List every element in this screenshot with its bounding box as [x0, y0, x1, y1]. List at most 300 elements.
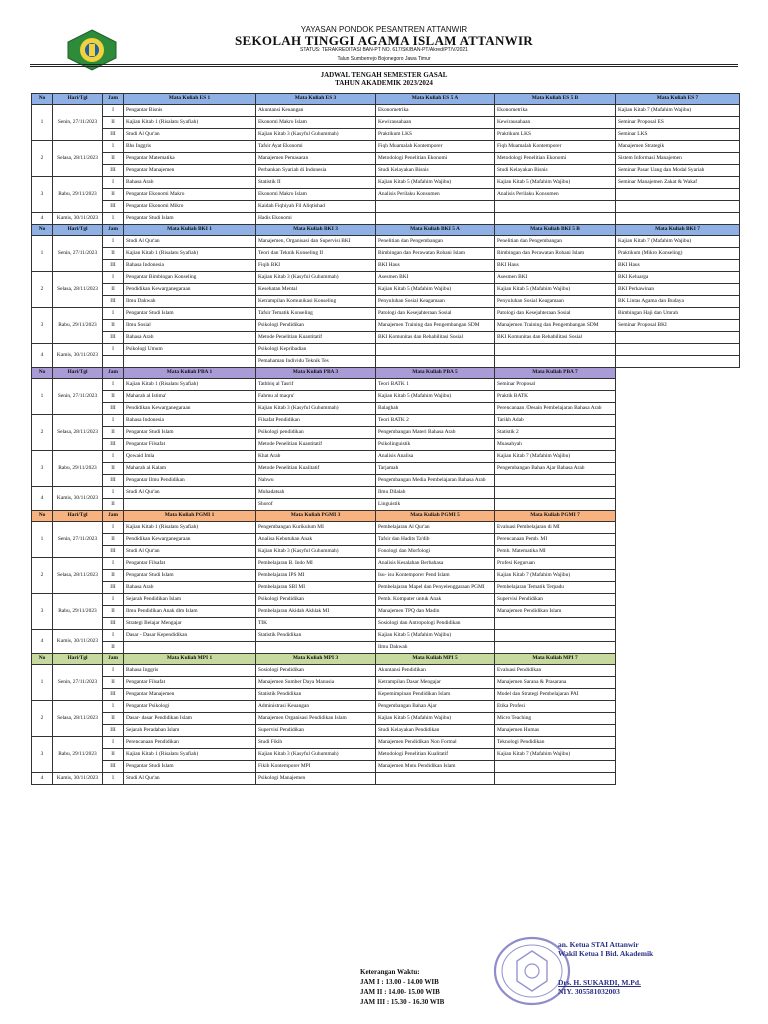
- course-cell: Teori BATK 2: [376, 415, 495, 427]
- course-cell: BKI Haus: [495, 260, 616, 272]
- session-slot: II: [103, 749, 124, 761]
- course-cell: Teori BATK 1: [376, 379, 495, 391]
- course-cell: Qowaid Imla: [124, 451, 256, 463]
- empty-cell: [616, 415, 740, 427]
- course-cell: Pengantar Studi Islam: [124, 308, 256, 320]
- table-row: [32, 320, 740, 332]
- course-cell: Metode Penelitian Kualitatif: [256, 463, 376, 475]
- table-row: [32, 594, 740, 606]
- course-cell: Psikologi Umum: [124, 344, 256, 356]
- course-cell: Kajian Kitab 5 (Mafahim Wajibu): [376, 177, 495, 189]
- mpi-header-row: [32, 654, 740, 665]
- course-cell: Pembelajaran IPS MI: [256, 570, 376, 582]
- academic-year: TAHUN AKADEMIK 2023/2024: [335, 79, 433, 87]
- course-cell: Bhs Inggris: [124, 141, 256, 153]
- time-legend-label: Keterangan Waktu:: [360, 968, 420, 976]
- course-cell: Isu- isu Kontemporer Pend Islam: [376, 570, 495, 582]
- session-slot: III: [103, 403, 124, 415]
- table-row: [32, 141, 740, 153]
- course-cell: Bimbingan dan Perawatan Rohani Islam: [495, 248, 616, 260]
- empty-cell: [616, 379, 740, 391]
- course-cell: Kaidah Fiqhiyah Fil Aliqtishad: [256, 201, 376, 213]
- course-cell: Model dan Strategi Pembelajaran PAI: [495, 689, 616, 701]
- empty-cell: [616, 487, 740, 499]
- course-cell: Seminar Proposal ES: [616, 117, 740, 129]
- course-cell: Pembelajaran Al Qur'an: [376, 522, 495, 534]
- course-cell: BKI Haus: [376, 260, 495, 272]
- table-row: [32, 677, 740, 689]
- table-row: [32, 344, 740, 356]
- pgmi-header-cell: Mata Kuliah PGMI 7: [495, 511, 616, 522]
- course-cell: Kajian Kitab 3 (Kasyful Guhummah): [256, 129, 376, 141]
- course-cell: Seminar Proposal BKI: [616, 320, 740, 332]
- course-cell: Fiqh Muamalah Kontemporer: [376, 141, 495, 153]
- bki-header-cell: Mata Kuliah BKI 5 A: [376, 225, 495, 236]
- course-cell: Supervisi Pendidikan: [495, 594, 616, 606]
- empty-cell: [616, 534, 740, 546]
- course-cell: Ekonometrika: [376, 105, 495, 117]
- course-cell: Ilmu Sosial: [124, 320, 256, 332]
- bs-header-row: [32, 94, 740, 105]
- course-cell: [495, 630, 616, 642]
- course-cell: Praktik BATK: [495, 391, 616, 403]
- course-cell: Hadis Ekonomi: [256, 213, 376, 225]
- table-row: [32, 773, 740, 785]
- bki-header-row: [32, 225, 740, 236]
- course-cell: Kesehatan Mental: [256, 284, 376, 296]
- empty-cell: [616, 749, 740, 761]
- course-cell: Tafsir dan Hadits Ta'dib: [376, 534, 495, 546]
- course-cell: Kajian Kitab 1 (Risalatu Syafiah): [124, 379, 256, 391]
- course-cell: Studi Kelayakan Pendidikan: [376, 725, 495, 737]
- session-slot: III: [103, 546, 124, 558]
- course-cell: Filsafat Pendidikan: [256, 415, 376, 427]
- course-cell: Teori dan Teknik Konseling II: [256, 248, 376, 260]
- bs-header-cell: Mata Kuliah ES 3: [256, 94, 376, 105]
- course-cell: Kajian Kitab 1 (Risalatu Syafiah): [124, 749, 256, 761]
- day-number: 4: [32, 213, 53, 225]
- pba-header-row: [32, 368, 740, 379]
- session-slot: I: [103, 141, 124, 153]
- course-cell: Sosiologi dan Antropologi Pendidikan: [376, 618, 495, 630]
- empty-cell: [616, 558, 740, 570]
- course-cell: [124, 499, 256, 511]
- course-cell: Kajian Kitab 3 (Kasyful Guhummah): [256, 546, 376, 558]
- course-cell: Studi Kelayakan Bisnis: [376, 165, 495, 177]
- day-date: Kamis, 30/11/2023: [53, 773, 103, 785]
- course-cell: Manajemen Organisasi Pendidikan Islam: [256, 713, 376, 725]
- course-cell: Nahwu: [256, 475, 376, 487]
- course-cell: [495, 344, 616, 356]
- signature-line-1: an. Ketua STAI Attanwir: [558, 940, 639, 949]
- session-slot: III: [103, 129, 124, 141]
- day-date: Selasa, 28/11/2023: [53, 701, 103, 737]
- day-date: Selasa, 28/11/2023: [53, 558, 103, 594]
- table-row: [32, 129, 740, 141]
- course-cell: Praktikum (Mikro Konseling): [616, 248, 740, 260]
- course-cell: Perencanaan /Desain Pembelajaran Bahasa Arab: [495, 403, 616, 415]
- course-cell: Pengantar Manajemen: [124, 165, 256, 177]
- time-slot-2: JAM II : 14.00- 15.00 WIB: [360, 988, 440, 996]
- course-cell: Bimbingan dan Perawatan Rohani Islam: [376, 248, 495, 260]
- course-cell: [124, 642, 256, 654]
- session-slot: I: [103, 213, 124, 225]
- course-cell: Manajemen Humas: [495, 725, 616, 737]
- course-cell: Metode Penelitian Kuantitatif: [256, 332, 376, 344]
- course-cell: Seminar Manajemen Zakat & Wakaf: [616, 177, 740, 189]
- session-slot: I: [103, 594, 124, 606]
- course-cell: Tarikh Adab: [495, 415, 616, 427]
- table-row: [32, 522, 740, 534]
- session-slot: II: [103, 642, 124, 654]
- session-slot: II: [103, 320, 124, 332]
- table-row: [32, 177, 740, 189]
- course-cell: Bahasa Arab: [124, 177, 256, 189]
- course-cell: [256, 642, 376, 654]
- session-slot: II: [103, 677, 124, 689]
- course-cell: [616, 344, 740, 356]
- course-cell: Balaghah: [376, 403, 495, 415]
- table-row: [32, 201, 740, 213]
- course-cell: Kajian Kitab 7 (Mafahim Wajibu): [616, 105, 740, 117]
- pba-header-cell: Mata Kuliah PBA 7: [495, 368, 616, 379]
- session-slot: I: [103, 737, 124, 749]
- session-slot: II: [103, 117, 124, 129]
- course-cell: Pendidikan Kewarganegaraan: [124, 534, 256, 546]
- course-cell: Tathbiq al Tasrif: [256, 379, 376, 391]
- day-number: 4: [32, 630, 53, 654]
- table-row: [32, 105, 740, 117]
- bki-header-cell: Hari/Tgl: [53, 225, 103, 236]
- empty-cell: [616, 522, 740, 534]
- course-cell: Manajemen, Organisasi dan Supervisi BKI: [256, 236, 376, 248]
- foundation-name: YAYASAN PONDOK PESANTREN ATTANWIR: [300, 25, 468, 34]
- course-cell: Analisis Perilaku Konsumen: [376, 189, 495, 201]
- course-cell: Studi Fikih: [256, 737, 376, 749]
- course-cell: Psikologi pendidikan: [256, 427, 376, 439]
- session-slot: II: [103, 427, 124, 439]
- course-cell: [124, 356, 256, 368]
- course-cell: Asesmen BKI: [495, 272, 616, 284]
- bs-header-cell: Jam: [103, 94, 124, 105]
- course-cell: Dasar- dasar Pendidikan Islam: [124, 713, 256, 725]
- pgmi-header-cell: No: [32, 511, 53, 522]
- course-cell: Pengantar Psikologi: [124, 701, 256, 713]
- course-cell: [616, 332, 740, 344]
- day-date: Senin, 27/11/2023: [53, 105, 103, 141]
- course-cell: Manajemen Strategik: [616, 141, 740, 153]
- day-number: 2: [32, 558, 53, 594]
- course-cell: Pengantar Studi Islam: [124, 570, 256, 582]
- empty-cell: [616, 725, 740, 737]
- course-cell: Bahasa Arab: [124, 582, 256, 594]
- day-number: 1: [32, 522, 53, 558]
- course-cell: Strategi Belajar Mengajar: [124, 618, 256, 630]
- bs-header-cell: No: [32, 94, 53, 105]
- empty-cell: [616, 665, 740, 677]
- course-cell: Manajemen Training dan Pengembangan SDM: [495, 320, 616, 332]
- session-slot: I: [103, 105, 124, 117]
- day-number: 2: [32, 141, 53, 177]
- course-cell: Asesmen BKI: [376, 272, 495, 284]
- day-date: Rabu, 29/11/2023: [53, 594, 103, 630]
- course-cell: [376, 344, 495, 356]
- course-cell: Fiqh Muamalah Kontemporer: [495, 141, 616, 153]
- day-date: Kamis, 30/11/2023: [53, 630, 103, 654]
- course-cell: Pendidikan Kewarganegaraan: [124, 284, 256, 296]
- table-row: [32, 630, 740, 642]
- table-row: [32, 499, 740, 511]
- empty-cell: [616, 368, 740, 379]
- day-number: 4: [32, 344, 53, 368]
- empty-cell: [616, 713, 740, 725]
- session-slot: II: [103, 463, 124, 475]
- course-cell: Perencanaan Pemb. MI: [495, 534, 616, 546]
- course-cell: [616, 201, 740, 213]
- course-cell: Metodologi Penelitian Ekonomi: [495, 153, 616, 165]
- course-cell: Manajemen Training dan Pengembangan SDM: [376, 320, 495, 332]
- session-slot: I: [103, 487, 124, 499]
- session-slot: I: [103, 522, 124, 534]
- signature-line-2: Wakil Ketua I Bid. Akademik: [558, 949, 654, 958]
- session-slot: I: [103, 415, 124, 427]
- course-cell: Penyuluhan Sosial Keagamaan: [495, 296, 616, 308]
- course-cell: Psikologi Kepribadian: [256, 344, 376, 356]
- day-date: Selasa, 28/11/2023: [53, 415, 103, 451]
- course-cell: Patologi dan Kesejahteraan Sosial: [495, 308, 616, 320]
- course-cell: [495, 213, 616, 225]
- time-legend: [360, 967, 444, 1007]
- course-cell: Metodologi Penelitian Ekonomi: [376, 153, 495, 165]
- course-cell: Praktikum LKS: [376, 129, 495, 141]
- course-cell: BKI Haus: [616, 260, 740, 272]
- session-slot: III: [103, 332, 124, 344]
- empty-cell: [616, 618, 740, 630]
- course-cell: Kajian Kitab 1 (Risalatu Syafiah): [124, 248, 256, 260]
- bs-header-cell: Hari/Tgl: [53, 94, 103, 105]
- course-cell: Bahasa Indonesia: [124, 260, 256, 272]
- course-cell: Studi Al Qur'an: [124, 236, 256, 248]
- course-cell: Analisis Perilaku Konsumen: [495, 189, 616, 201]
- course-cell: Pembelajaran Tematik Terpadu: [495, 582, 616, 594]
- bki-header-cell: Mata Kuliah BKI 3: [256, 225, 376, 236]
- course-cell: [495, 773, 616, 785]
- session-slot: I: [103, 308, 124, 320]
- course-cell: Penelitian dan Pengembangan: [495, 236, 616, 248]
- course-cell: Penelitian dan Pengembangan: [376, 236, 495, 248]
- bki-header-cell: Jam: [103, 225, 124, 236]
- course-cell: Manajemen Sarana & Prasarana: [495, 677, 616, 689]
- session-slot: III: [103, 475, 124, 487]
- day-number: 1: [32, 105, 53, 141]
- course-cell: Studi Al Qur'an: [124, 546, 256, 558]
- course-cell: Pendidikan Kewarganegaraan: [124, 403, 256, 415]
- empty-cell: [616, 451, 740, 463]
- course-cell: Studi Al Qur'an: [124, 773, 256, 785]
- table-row: [32, 117, 740, 129]
- session-slot: III: [103, 761, 124, 773]
- session-slot: III: [103, 165, 124, 177]
- course-cell: Manajemen Pemasaran: [256, 153, 376, 165]
- course-cell: Psikologi Manajemen: [256, 773, 376, 785]
- session-slot: II: [103, 499, 124, 511]
- empty-cell: [616, 737, 740, 749]
- table-row: [32, 308, 740, 320]
- empty-cell: [616, 499, 740, 511]
- empty-cell: [616, 403, 740, 415]
- course-cell: Pengembangan Media Pembelajaran Bahasa Arab: [376, 475, 495, 487]
- course-cell: [376, 773, 495, 785]
- course-cell: Kajian Kitab 7 (Mafahim Wajibu): [616, 236, 740, 248]
- course-cell: Ilmu Dakwah: [124, 296, 256, 308]
- mpi-header-cell: Jam: [103, 654, 124, 665]
- session-slot: II: [103, 189, 124, 201]
- table-row: [32, 284, 740, 296]
- course-cell: Pemb. Komputer untuk Anak: [376, 594, 495, 606]
- signature-block: [558, 940, 653, 996]
- table-row: [32, 487, 740, 499]
- table-row: [32, 153, 740, 165]
- day-number: 1: [32, 236, 53, 272]
- course-cell: Administrasi Keuangan: [256, 701, 376, 713]
- empty-cell: [616, 427, 740, 439]
- course-cell: [495, 475, 616, 487]
- table-row: [32, 451, 740, 463]
- course-cell: Statistik Pendidikan: [256, 630, 376, 642]
- course-cell: [495, 356, 616, 368]
- bs-header-cell: Mata Kuliah ES 7: [616, 94, 740, 105]
- day-number: 3: [32, 177, 53, 213]
- course-cell: Kewirausahaan: [495, 117, 616, 129]
- course-cell: Pengantar Studi Islam: [124, 213, 256, 225]
- course-cell: [495, 618, 616, 630]
- session-slot: III: [103, 439, 124, 451]
- session-slot: I: [103, 773, 124, 785]
- session-slot: I: [103, 451, 124, 463]
- course-cell: Muasahyah: [495, 439, 616, 451]
- course-cell: Seminar Pasar Uang dan Modal Syariah: [616, 165, 740, 177]
- course-cell: Sosiologi Pendidikan: [256, 665, 376, 677]
- empty-cell: [616, 582, 740, 594]
- day-number: 2: [32, 415, 53, 451]
- session-slot: [103, 356, 124, 368]
- table-row: [32, 427, 740, 439]
- bki-header-cell: Mata Kuliah BKI 1: [124, 225, 256, 236]
- session-slot: I: [103, 379, 124, 391]
- empty-cell: [616, 511, 740, 522]
- day-date: Kamis, 30/11/2023: [53, 344, 103, 368]
- pgmi-header-cell: Mata Kuliah PGMI 3: [256, 511, 376, 522]
- course-cell: Kajian Kitab 5 (Mafahim Wajibu): [495, 284, 616, 296]
- session-slot: III: [103, 201, 124, 213]
- session-slot: III: [103, 296, 124, 308]
- course-cell: Kajian Kitab 5 (Mafahim Wajibu): [376, 391, 495, 403]
- course-cell: Bimbingan Haji dan Umrah: [616, 308, 740, 320]
- mpi-header-cell: Mata Kuliah MPI 5: [376, 654, 495, 665]
- table-row: [32, 546, 740, 558]
- course-cell: BKI Komunitas dan Rehabilitasi Sosial: [495, 332, 616, 344]
- course-cell: [495, 499, 616, 511]
- day-number: 2: [32, 272, 53, 308]
- course-cell: Ketrampilan Dasar Mengajar: [376, 677, 495, 689]
- course-cell: Pengembangan Materi Bahasa Arab: [376, 427, 495, 439]
- course-cell: Perbankan Syariah di Indonesia: [256, 165, 376, 177]
- table-row: [32, 463, 740, 475]
- empty-cell: [616, 594, 740, 606]
- course-cell: Maharah al Kalam: [124, 463, 256, 475]
- pgmi-header-cell: Mata Kuliah PGMI 5: [376, 511, 495, 522]
- course-cell: Pengantar Bimbingan Konseling: [124, 272, 256, 284]
- day-date: Senin, 27/11/2023: [53, 665, 103, 701]
- course-cell: Praktikum LKS: [495, 129, 616, 141]
- session-slot: I: [103, 177, 124, 189]
- course-cell: Sejarah Pendidikan Islam: [124, 594, 256, 606]
- day-date: Selasa, 28/11/2023: [53, 141, 103, 177]
- accreditation-status: STATUS: TERAKREDITASI BAN-PT NO. 617/SK/BAN-PT/Akred/PT/V/2021: [300, 47, 468, 53]
- course-cell: [376, 213, 495, 225]
- table-row: [32, 713, 740, 725]
- course-cell: Pengantar Filsafat: [124, 558, 256, 570]
- course-cell: Pengembangan Bahan Ajar Bahasa Arab: [495, 463, 616, 475]
- course-cell: Evaluasi Pendidikan: [495, 665, 616, 677]
- course-cell: Kajian Kitab 3 (Kasyful Guhummah): [256, 403, 376, 415]
- day-number: 3: [32, 737, 53, 773]
- course-cell: Pembelajaran B. Indo MI: [256, 558, 376, 570]
- course-cell: Sejarah Peradaban Islam: [124, 725, 256, 737]
- table-row: [32, 534, 740, 546]
- bki-header-cell: Mata Kuliah BKI 5 B: [495, 225, 616, 236]
- pgmi-header-row: [32, 511, 740, 522]
- pgmi-header-cell: Hari/Tgl: [53, 511, 103, 522]
- session-slot: II: [103, 284, 124, 296]
- empty-cell: [616, 761, 740, 773]
- pgmi-header-cell: Jam: [103, 511, 124, 522]
- course-cell: [495, 201, 616, 213]
- course-cell: Akuntansi Pendidikan: [376, 665, 495, 677]
- course-cell: Shorof: [256, 499, 376, 511]
- course-cell: Bahasa Inggris: [124, 665, 256, 677]
- empty-cell: [616, 463, 740, 475]
- course-cell: Pengantar Ekonomi Mikro: [124, 201, 256, 213]
- course-cell: Studi Al Qur'an: [124, 487, 256, 499]
- signatory-name: Drs. H. SUKARDI, M.Pd.: [558, 978, 641, 987]
- table-row: [32, 749, 740, 761]
- course-cell: BKI Komunitas dan Rehabilitasi Sosial: [376, 332, 495, 344]
- pba-header-cell: No: [32, 368, 53, 379]
- course-cell: Pengantar Filsafat: [124, 677, 256, 689]
- course-cell: Psikologi Pendidikan: [256, 320, 376, 332]
- mpi-header-cell: No: [32, 654, 53, 665]
- course-cell: Perencanaan Pendidikan: [124, 737, 256, 749]
- course-cell: Statistik II: [256, 177, 376, 189]
- course-cell: Kajian Kitab 7 (Mafahim Wajibu): [495, 570, 616, 582]
- pba-header-cell: Mata Kuliah PBA 1: [124, 368, 256, 379]
- course-cell: Seminar LKS: [616, 129, 740, 141]
- course-cell: Pengantar Studi Islam: [124, 761, 256, 773]
- course-cell: Ekonometrika: [495, 105, 616, 117]
- session-slot: II: [103, 606, 124, 618]
- table-row: [32, 236, 740, 248]
- table-row: [32, 248, 740, 260]
- course-cell: [616, 189, 740, 201]
- table-row: [32, 665, 740, 677]
- day-number: 1: [32, 379, 53, 415]
- empty-cell: [616, 570, 740, 582]
- course-cell: Psikolinguistik: [376, 439, 495, 451]
- course-cell: Pemahaman Individu Teknik Tes: [256, 356, 376, 368]
- pba-header-cell: Hari/Tgl: [53, 368, 103, 379]
- table-row: [32, 403, 740, 415]
